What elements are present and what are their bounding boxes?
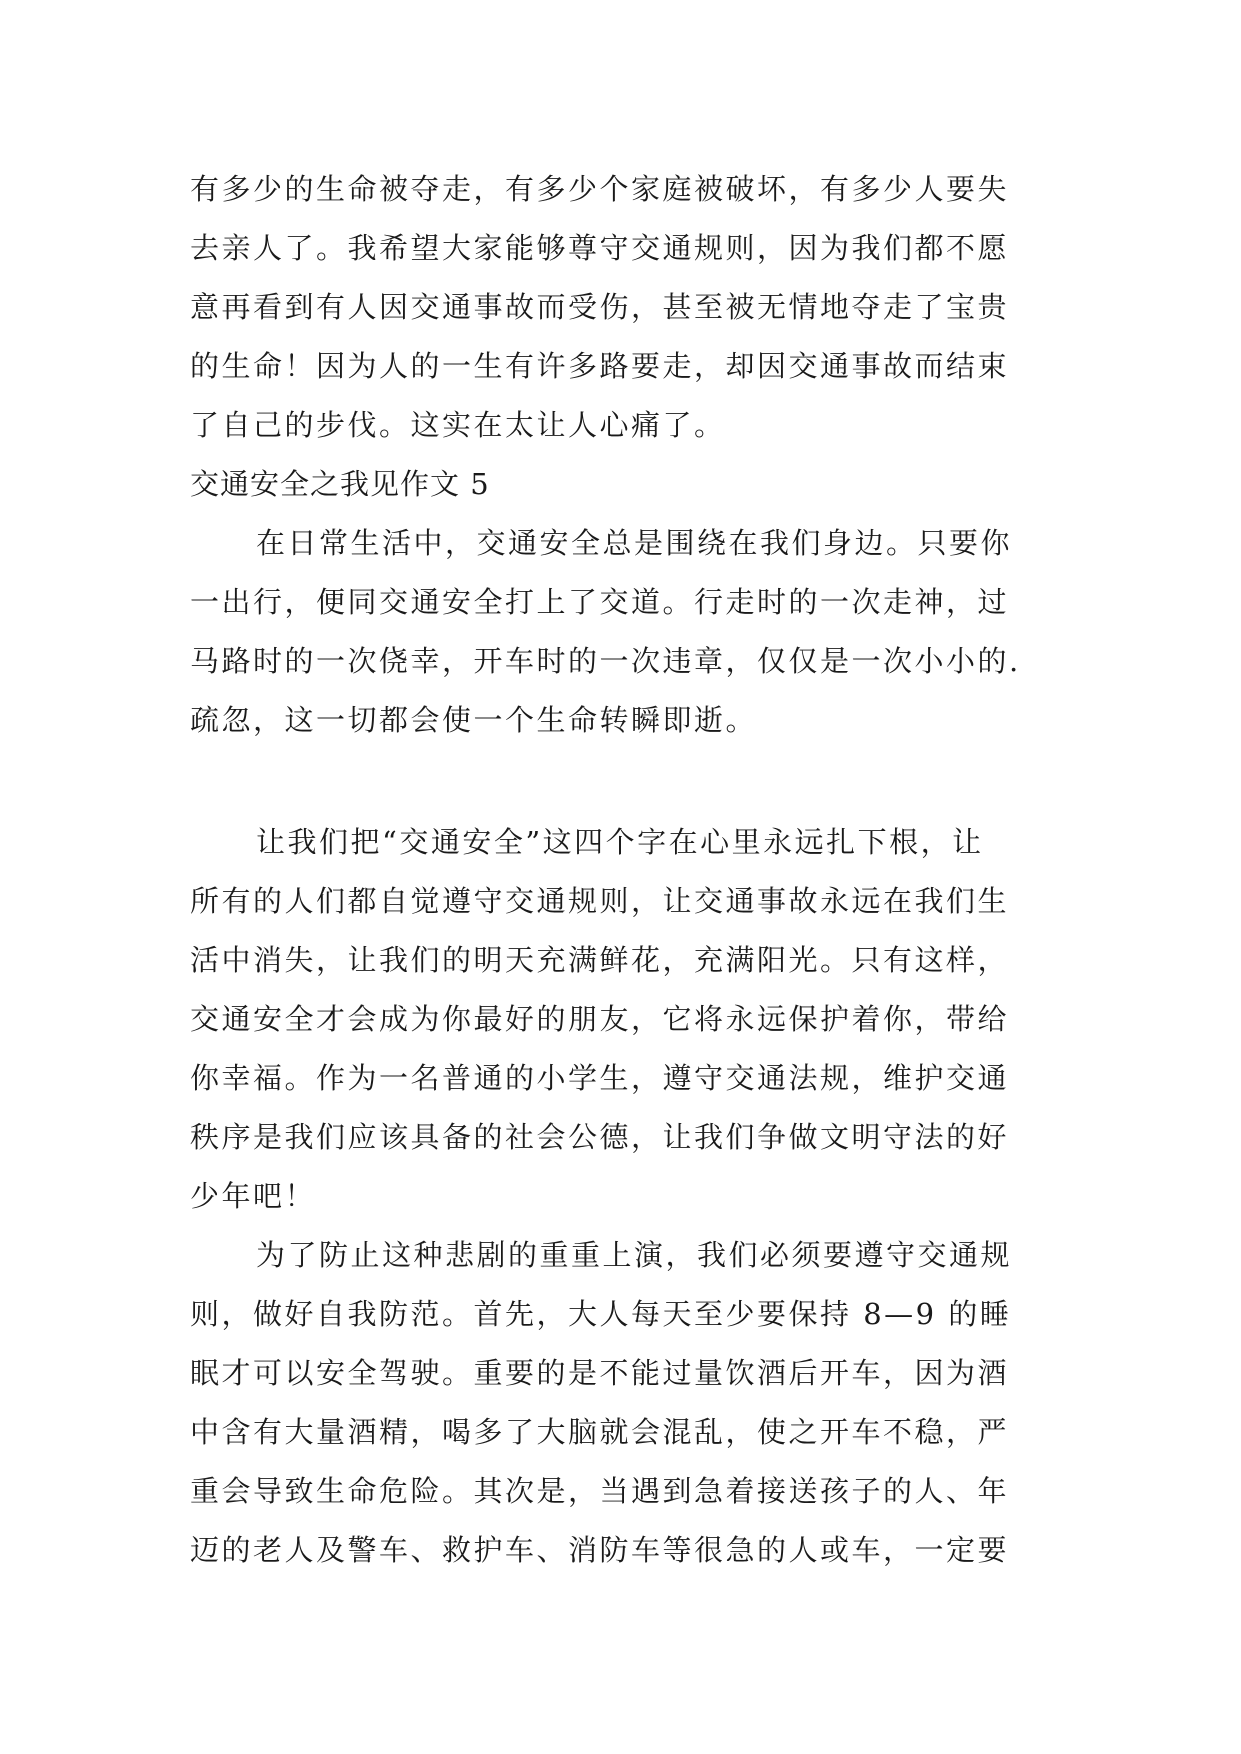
text-line: 你幸福。作为一名普通的小学生，遵守交通法规，维护交通 (190, 1061, 1010, 1095)
paragraph-2 (190, 813, 1052, 1226)
text-line: 了自己的步伐。这实在太让人心痛了。 (190, 408, 726, 442)
text-line: 眠才可以安全驾驶。重要的是不能过量饮酒后开车，因为酒 (190, 1356, 1010, 1390)
paragraph-continued (190, 160, 1052, 455)
text-line: 所有的人们都自觉遵守交通规则，让交通事故永远在我们生 (190, 884, 1010, 918)
text-line: 中含有大量酒精，喝多了大脑就会混乱，使之开车不稳，严 (190, 1415, 1010, 1449)
text-line: 迈的老人及警车、救护车、消防车等很急的人或车，一定要 (190, 1533, 1010, 1567)
text-line: 有多少的生命被夺走，有多少个家庭被破坏，有多少人要失 (190, 172, 1010, 206)
section-title: 交通安全之我见作文 5 (190, 467, 490, 501)
text-line: 意再看到有人因交通事故而受伤，甚至被无情地夺走了宝贵 (190, 290, 1010, 324)
text-line: 一出行，便同交通安全打上了交道。行走时的一次走神，过 (190, 585, 1010, 619)
text-line: 的生命！因为人的一生有许多路要走，却因交通事故而结束 (190, 349, 1010, 383)
paragraph-3 (190, 1226, 1052, 1580)
text-line: 重会导致生命危险。其次是，当遇到急着接送孩子的人、年 (190, 1474, 1010, 1508)
text-line: 活中消失，让我们的明天充满鲜花，充满阳光。只有这样， (190, 943, 1010, 977)
text-line: 为了防止这种悲剧的重重上演，我们必须要遵守交通规 (256, 1238, 1013, 1272)
paragraph-1 (190, 514, 1052, 750)
text-line: 让我们把“交通安全”这四个字在心里永远扎下根，让 (256, 825, 984, 859)
text-line: 疏忽，这一切都会使一个生命转瞬即逝。 (190, 703, 758, 737)
text-line: 交通安全才会成为你最好的朋友，它将永远保护着你，带给 (190, 1002, 1010, 1036)
text-line: 秩序是我们应该具备的社会公德，让我们争做文明守法的好 (190, 1120, 1010, 1154)
text-line: 则，做好自我防范。首先，大人每天至少要保持 8—9 的睡 (190, 1297, 1012, 1331)
document-body (190, 160, 1052, 1580)
text-line: 去亲人了。我希望大家能够尊守交通规则，因为我们都不愿 (190, 231, 1010, 265)
paragraph-spacer (190, 750, 1052, 813)
text-line: 少年吧！ (190, 1179, 317, 1213)
text-line: 在日常生活中，交通安全总是围绕在我们身边。只要你 (256, 526, 1013, 560)
text-line: 马路时的一次侥幸，开车时的一次违章，仅仅是一次小小的. (190, 644, 1021, 678)
